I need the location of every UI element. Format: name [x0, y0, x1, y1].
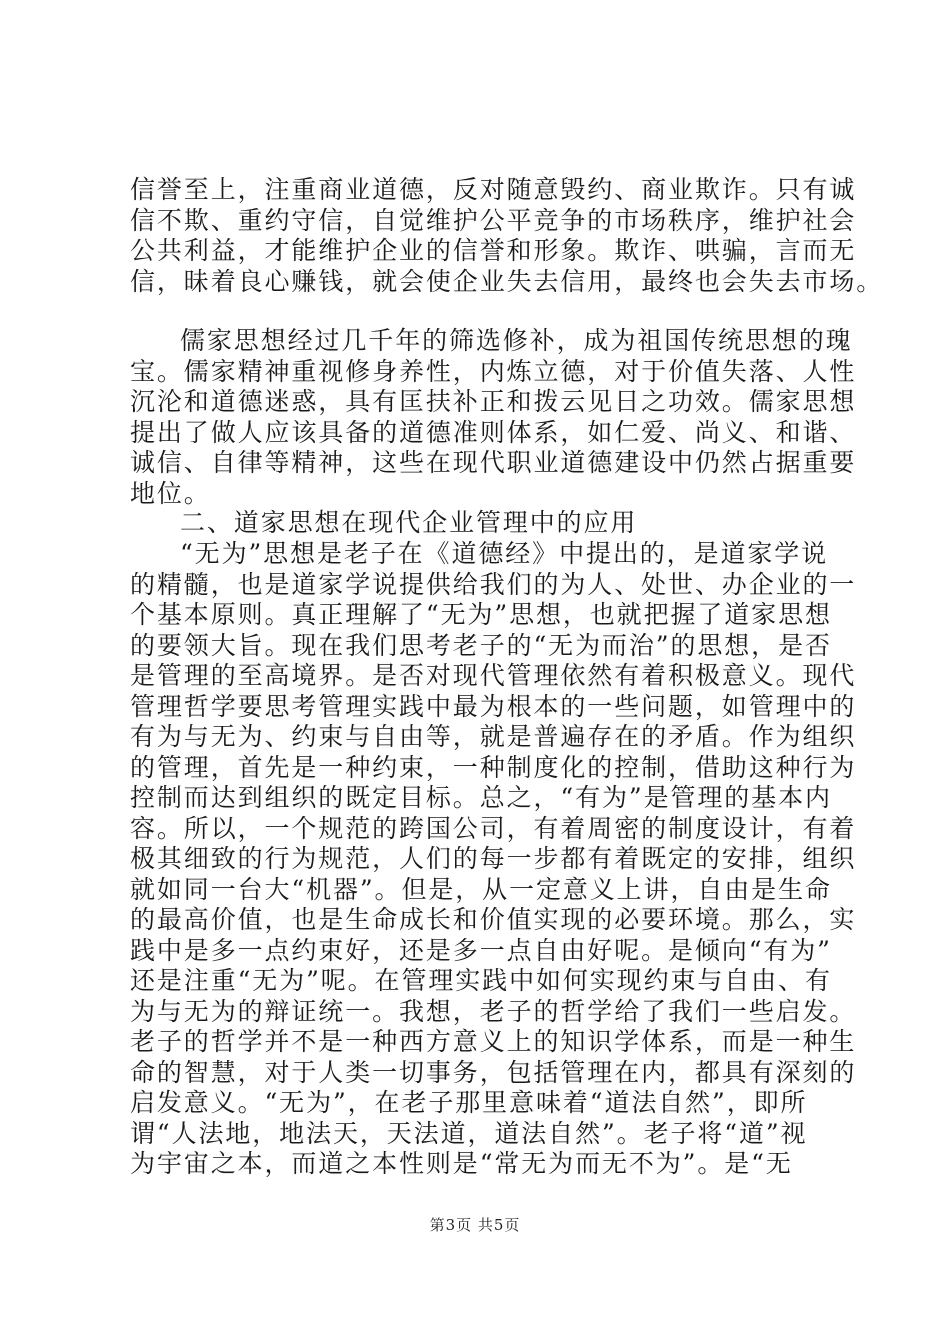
- text-line: 就如同一台大“机器”。但是，从一定意义上讲，自由是生命: [130, 874, 832, 904]
- text-line: 启发意义。“无为”，在老子那里意味着“道法自然”，即所: [130, 1088, 808, 1117]
- section-heading-text: 二、道家思想在现代企业管理中的应用: [180, 508, 638, 537]
- text-line: 公共利益，才能维护企业的信誉和形象。欺诈、哄骗，言而无: [130, 236, 857, 265]
- text-line: 信誉至上，注重商业道德，反对随意毁约、商业欺诈。只有诚: [130, 175, 857, 204]
- text-line: 命的智慧，对于人类一切事务，包括管理在内，都具有深刻的: [130, 1057, 857, 1087]
- text-line: 是管理的至高境界。是否对现代管理依然有着积极意义。现代: [130, 661, 857, 690]
- text-line: “无为”思想是老子在《道德经》中提出的，是道家学说: [180, 539, 829, 568]
- text-line: 沉沦和道德迷惑，具有匡扶补正和拨云见日之功效。儒家思想: [130, 387, 857, 416]
- text-line: 儒家思想经过几千年的筛选修补，成为祖国传统思想的瑰: [180, 326, 853, 355]
- text-line: 个基本原则。真正理解了“无为”思想，也就把握了道家思想: [130, 600, 832, 629]
- text-line: 谓“人法地，地法天，天法道，道法自然”。老子将“道”视: [130, 1118, 808, 1148]
- text-line: 老子的哲学并不是一种西方意义上的知识学体系，而是一种生: [130, 1027, 857, 1056]
- text-line: 信不欺、重约守信，自觉维护公平竞争的市场秩序，维护社会: [130, 205, 857, 235]
- text-line: 的精髓，也是道家学说提供给我们的为人、处世、办企业的一: [130, 569, 857, 599]
- text-line: 为宇宙之本，而道之本性则是“常无为而无不为”。是“无: [130, 1149, 793, 1178]
- text-line: 还是注重“无为”呢。在管理实践中如何实现约束与自由、有: [130, 966, 832, 995]
- text-line: 诚信、自律等精神，这些在现代职业道德建设中仍然占据重要: [130, 448, 857, 477]
- text-line: 践中是多一点约束好，还是多一点自由好呢。是倾向“有为”: [130, 935, 832, 965]
- text-line: 有为与无为、约束与自由等，就是普遍存在的矛盾。作为组织: [130, 722, 857, 751]
- text-line: 控制而达到组织的既定目标。总之，“有为”是管理的基本内: [130, 783, 832, 812]
- text-line: 地位。: [130, 478, 211, 508]
- text-line: 管理哲学要思考管理实践中最为根本的一些问题，如管理中的: [130, 691, 857, 721]
- paragraph-taoism: [130, 539, 857, 1180]
- text-line: 宝。儒家精神重视修身养性，内炼立德，对于价值失落、人性: [130, 356, 857, 386]
- text-line: 信，昧着良心赚钱，就会使企业失去信用，最终也会失去市场。: [130, 266, 884, 296]
- section-heading: [130, 508, 850, 539]
- text-line: 的管理，首先是一种约束，一种制度化的控制，借助这种行为: [130, 752, 857, 782]
- text-line: 的要领大旨。现在我们思考老子的“无为而治”的思想，是否: [130, 630, 832, 660]
- text-line: 的最高价值，也是生命成长和价值实现的必要环境。那么，实: [130, 905, 857, 934]
- paragraph-business-ethics: [130, 175, 884, 297]
- paragraph-confucianism: [130, 326, 857, 509]
- text-line: 为与无为的辩证统一。我想，老子的哲学给了我们一些启发。: [130, 996, 857, 1026]
- text-line: 容。所以，一个规范的跨国公司，有着周密的制度设计，有着: [130, 813, 857, 843]
- text-line: 提出了做人应该具备的道德准则体系，如仁爱、尚义、和谐、: [130, 417, 857, 447]
- text-line: 极其细致的行为规范，人们的每一步都有着既定的安排，组织: [130, 844, 857, 873]
- page-number-footer: 第3页 共5页: [429, 1216, 521, 1234]
